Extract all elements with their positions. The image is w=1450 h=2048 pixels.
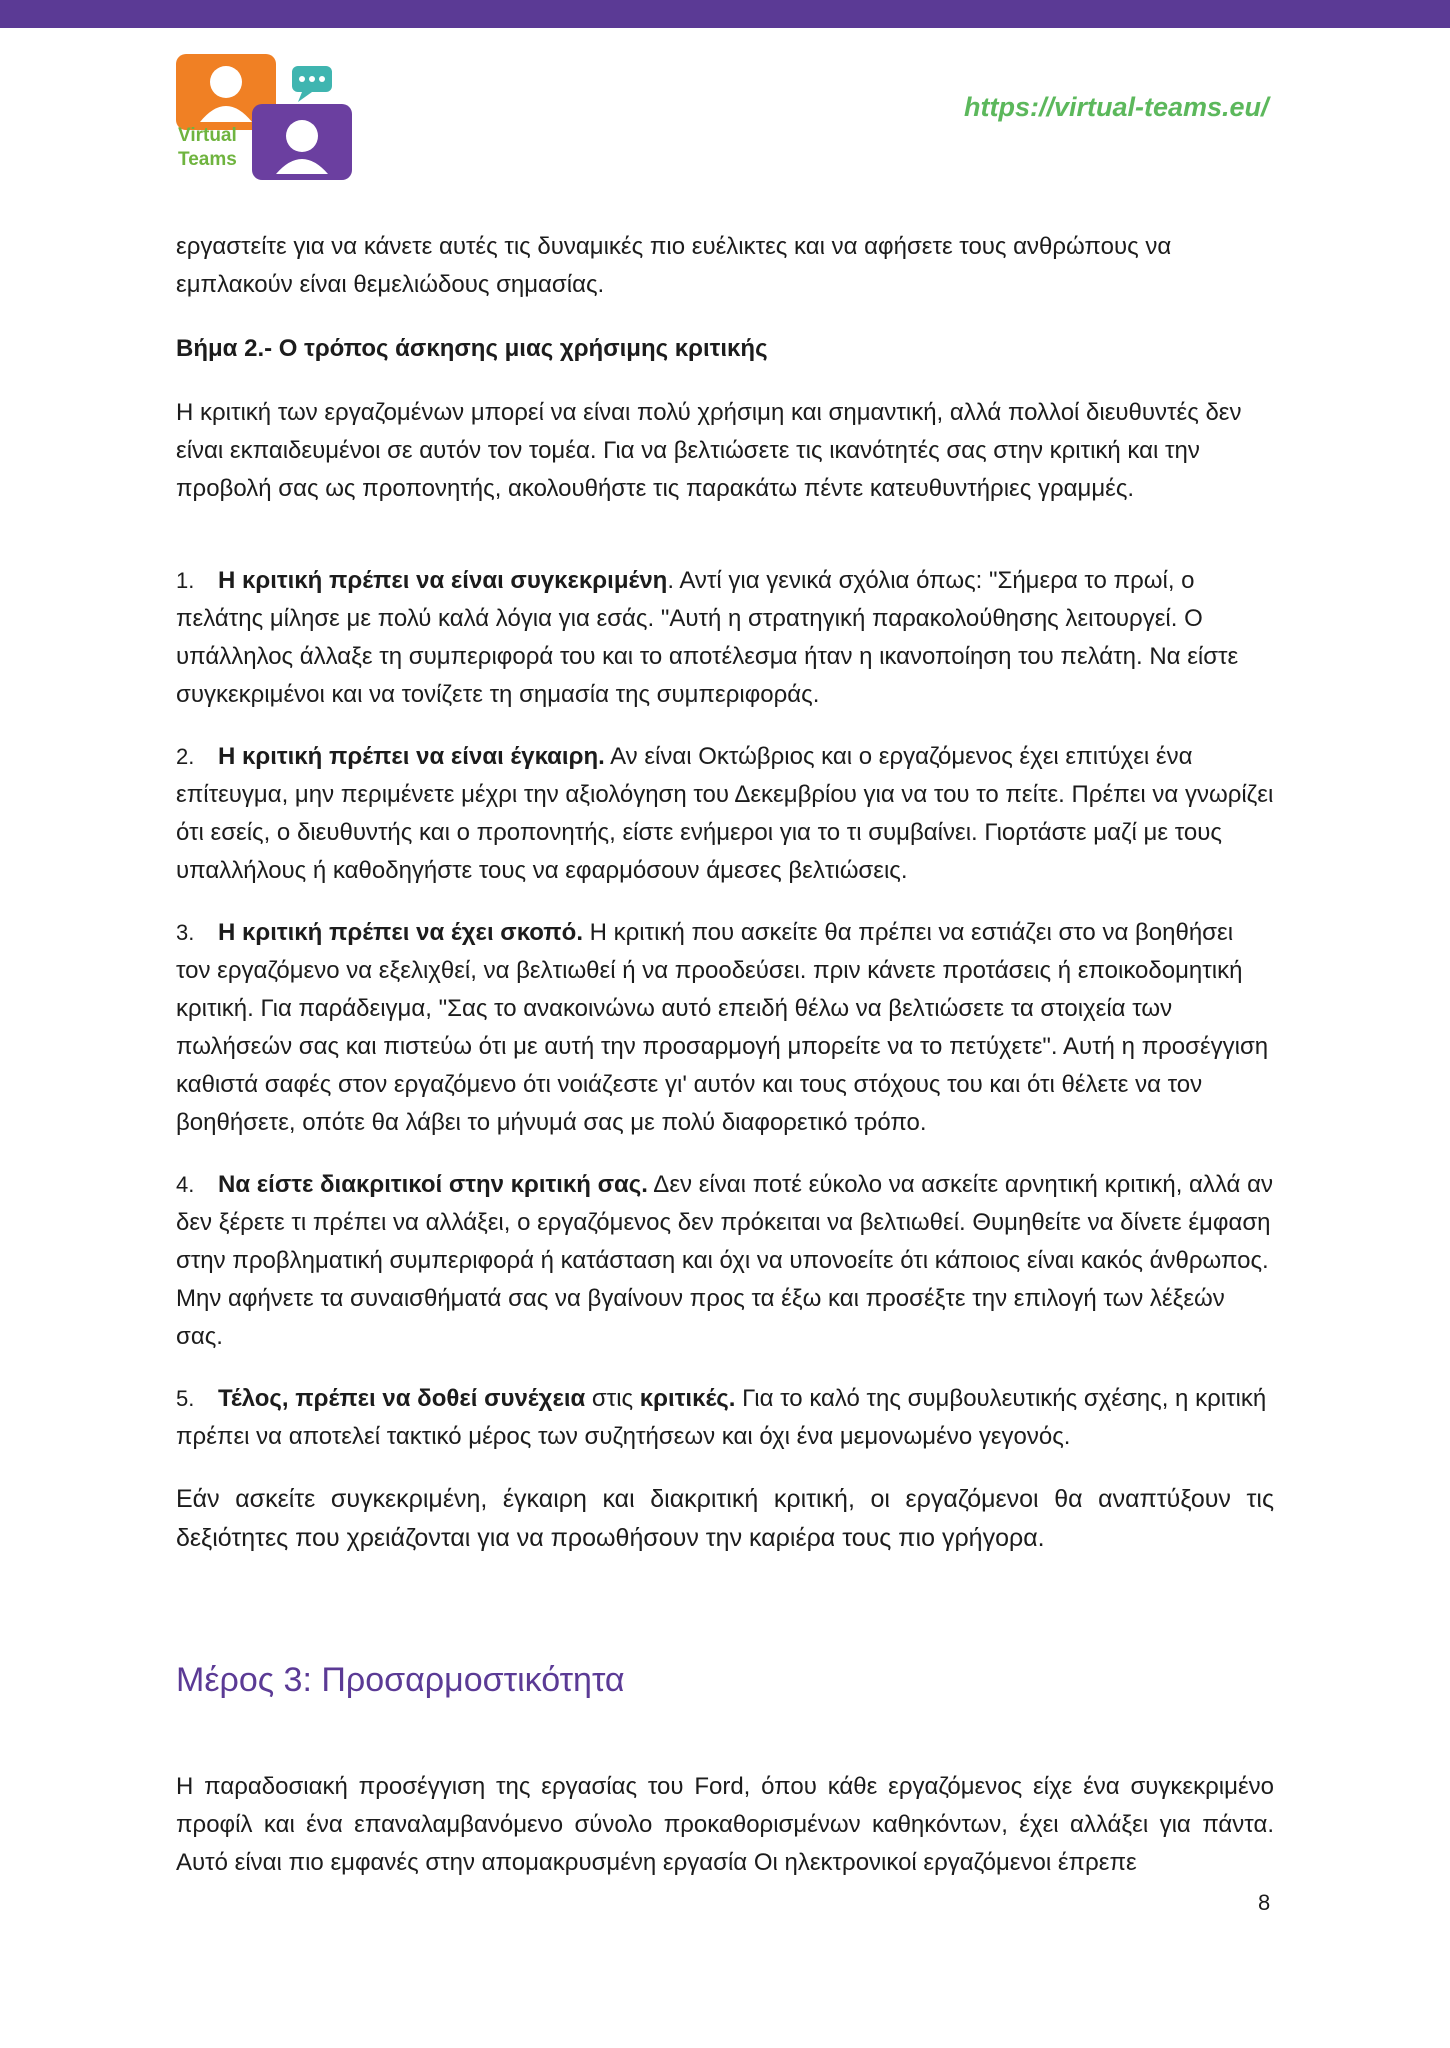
list-item — [176, 562, 1274, 714]
list-item-text: Δεν είναι ποτέ εύκολο να ασκείτε αρνητική κριτική, αλλά αν δεν ξέρετε τι πρέπει να αλλάξει, ο εργαζόμενος δεν πρόκειται να βελτιωθεί. Θυμηθείτε να δίνετε έμφαση στην προβληματική συμπεριφορά ή κατάσταση και όχι να υπονοείτε ότι κάποιος είναι κακός άνθρωπος. Μην αφήνετε τα συναισθήματά σας να βγαίνουν προς τα έξω και προσέξτε την επιλογή των λέξεών σας. — [176, 1171, 1273, 1350]
logo-text-teams: Teams — [178, 149, 237, 170]
logo-text — [178, 124, 237, 172]
intro-paragraph: Η κριτική των εργαζομένων μπορεί να είναι πολύ χρήσιμη και σημαντική, αλλά πολλοί διευθυντές δεν είναι εκπαιδευμένοι σε αυτόν τον τομέα. Για να βελτιώσετε τις ικανότητές σας στην κριτική και την προβολή σας ως προπονητής, ακολουθήστε τις παρακάτω πέντε κατευθυντήριες γραμμές. — [176, 399, 1242, 502]
list-item-bold: Η κριτική πρέπει να είναι συγκεκριμένη — [218, 567, 668, 594]
page-number: 8 — [1258, 1890, 1271, 1915]
step-heading: Βήμα 2.- Ο τρόπος άσκησης μιας χρήσιμης κριτικής — [176, 335, 768, 362]
list-item-bold-2: κριτικές. — [639, 1385, 736, 1412]
list-item — [176, 1380, 1274, 1456]
document-body — [176, 228, 1274, 1882]
list-number: 1. — [176, 568, 195, 593]
continuation-paragraph: εργαστείτε για να κάνετε αυτές τις δυναμικές πιο ευέλικτες και να αφήσετε τους ανθρώπους να εμπλακούν είναι θεμελιώδους σημασίας. — [176, 233, 1172, 298]
list-number: 3. — [176, 920, 195, 945]
list-item — [176, 914, 1274, 1142]
list-item — [176, 1166, 1274, 1356]
list-item — [176, 738, 1274, 890]
conclusion-paragraph: Εάν ασκείτε συγκεκριμένη, έγκαιρη και διακριτική κριτική, οι εργαζόμενοι θα αναπτύξουν τις δεξιότητες που χρειάζονται για να προωθήσουν την καριέρα τους πιο γρήγορα. — [176, 1485, 1274, 1552]
list-item-bold: Να είστε διακριτικοί στην κριτική σας. — [218, 1171, 648, 1198]
virtual-teams-logo — [176, 52, 356, 182]
list-item-text: Η κριτική που ασκείτε θα πρέπει να εστιάζει στο να βοηθήσει τον εργαζόμενο να εξελιχθεί, να βελτιωθεί ή να προοδεύσει. πριν κάνετε προτάσεις ή εποικοδομητική κριτική. Για παράδειγμα, "Σας το ανακοινώνω αυτό επειδή θέλω να βελτιώσετε τα στοιχεία των πωλήσεών σας και πιστεύω ότι με αυτή την προσαρμογή μπορείτε να το πετύχετε". Αυτή η προσέγγιση καθιστά σαφές στον εργαζόμενο ότι νοιάζεστε γι' αυτόν και τους στόχους του και ότι θέλετε να τον βοηθήσετε, οπότε θα λάβει το μήνυμά σας με πολύ διαφορετικό τρόπο. — [176, 919, 1269, 1136]
list-item-text: Για το καλό της συμβουλευτικής σχέσης, η κριτική πρέπει να αποτελεί τακτικό μέρος των συζητήσεων και όχι ένα μεμονωμένο γεγονός. — [176, 1385, 1267, 1450]
list-item-bold: Η κριτική πρέπει να έχει σκοπό. — [218, 919, 583, 946]
guidelines-list — [176, 562, 1274, 1456]
top-bar — [0, 0, 1450, 28]
chat-bubble-icon — [292, 66, 332, 102]
list-item-bold: Η κριτική πρέπει να είναι έγκαιρη. — [218, 743, 605, 770]
section-title: Μέρος 3: Προσαρμοστικότητα — [176, 1661, 625, 1699]
list-number: 5. — [176, 1386, 195, 1411]
site-url[interactable]: https://virtual-teams.eu/ — [964, 92, 1269, 122]
logo-text-virtual: Virtual — [178, 125, 237, 146]
list-number: 2. — [176, 744, 195, 769]
list-item-text: Αν είναι Οκτώβριος και ο εργαζόμενος έχει επιτύχει ένα επίτευγμα, μην περιμένετε μέχρι την αξιολόγηση του Δεκεμβρίου για να του το πείτε. Πρέπει να γνωρίζει ότι εσείς, ο διευθυντής και ο προπονητής, είστε ενήμεροι για το τι συμβαίνει. Γιορτάστε μαζί με τους υπαλλήλους ή καθοδηγήστε τους να εφαρμόσουν άμεσες βελτιώσεις. — [176, 743, 1274, 884]
list-number: 4. — [176, 1172, 195, 1197]
list-item-middle: στις — [585, 1385, 640, 1412]
list-item-text: . Αντί για γενικά σχόλια όπως: "Σήμερα το πρωί, ο πελάτης μίλησε με πολύ καλά λόγια για εσάς. "Αυτή η στρατηγική παρακολούθησης λειτουργεί. Ο υπάλληλος άλλαξε τη συμπεριφορά του και το αποτέλεσμα ήταν η ικανοποίηση του πελάτη. Να είστε συγκεκριμένοι και να τονίζετε τη σημασία της συμπεριφοράς. — [176, 567, 1239, 708]
list-item-bold: Τέλος, πρέπει να δοθεί συνέχεια — [218, 1385, 586, 1412]
section-paragraph: Η παραδοσιακή προσέγγιση της εργασίας του Ford, όπου κάθε εργαζόμενος είχε ένα συγκεκριμένο προφίλ και ένα επαναλαμβανόμενο σύνολο προκαθορισμένων καθηκόντων, έχει αλλάξει για πάντα. Αυτό είναι πιο εμφανές στην απομακρυσμένη εργασία Οι ηλεκτρονικοί εργαζόμενοι έπρεπε — [176, 1773, 1274, 1876]
